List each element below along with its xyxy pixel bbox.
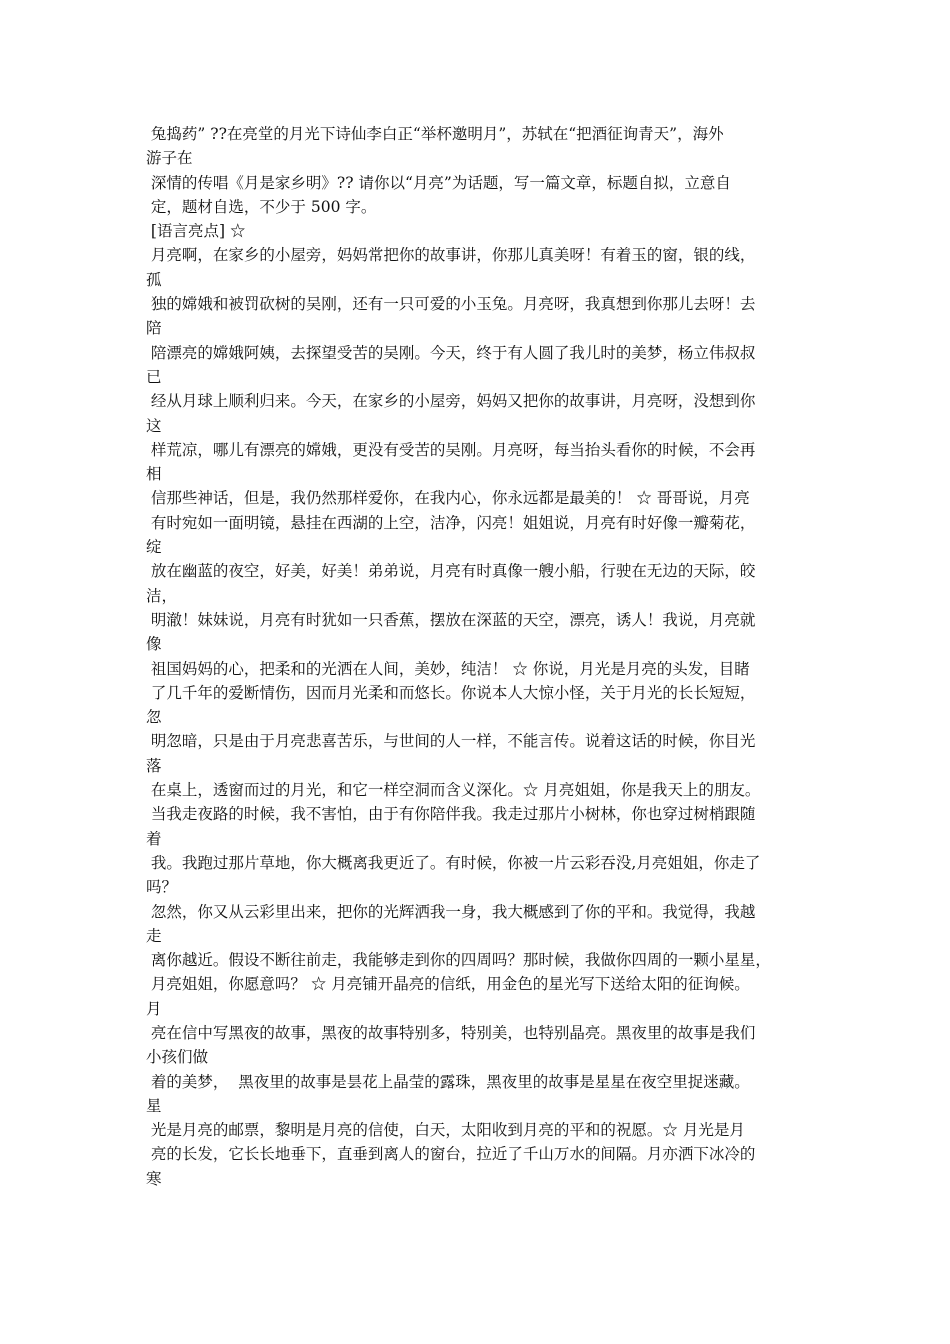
text-line: [语言亮点] ☆ (146, 222, 246, 241)
text-line: 像 (146, 635, 162, 654)
text-line: 月亮姐姐，你愿意吗？ ☆ 月亮铺开晶亮的信纸，用金色的星光写下送给太阳的征询候。 (146, 975, 750, 994)
text-line: 了几千年的爱断情伤，因而月光柔和而悠长。你说本人大惊小怪，关于月光的长长短短， (146, 683, 756, 702)
text-line: 已 (146, 367, 162, 386)
text-line: 深情的传唱《月是家乡明》?? 请你以“月亮”为话题，写一篇文章，标题自拟，立意自 (146, 173, 731, 192)
text-line: 游子在 (146, 149, 193, 168)
text-line: 亮的长发，它长长地垂下，直垂到离人的窗台，拉近了千山万水的间隔。月亦洒下冰冷的 (146, 1145, 756, 1164)
text-line: 当我走夜路的时候，我不害怕，由于有你陪伴我。我走过那片小树林，你也穿过树梢跟随 (146, 805, 756, 824)
text-line: 洁， (146, 586, 178, 605)
text-line: 小孩们做 (146, 1048, 209, 1067)
text-line: 这 (146, 416, 162, 435)
text-line: 着 (146, 829, 162, 848)
text-line: 孤 (146, 270, 162, 289)
text-line: 样荒凉，哪儿有漂亮的嫦娥，更没有受苦的吴刚。月亮呀，每当抬头看你的时候，不会再 (146, 440, 756, 459)
text-line: 明忽暗，只是由于月亮悲喜苦乐，与世间的人一样，不能言传。说着这话的时候，你目光 (146, 732, 756, 751)
text-line: 离你越近。假设不断往前走，我能够走到你的四周吗？那时候，我做你四周的一颗小星星， (146, 951, 771, 970)
text-line: 星 (146, 1096, 162, 1115)
text-line: 月亮啊，在家乡的小屋旁，妈妈常把你的故事讲，你那儿真美呀！有着玉的窗，银的线， (146, 246, 756, 265)
text-line: 光是月亮的邮票，黎明是月亮的信使，白天，太阳收到月亮的平和的祝愿。☆ 月光是月 (146, 1121, 745, 1140)
essay-text (146, 122, 816, 1191)
text-line: 吗？ (146, 878, 178, 897)
text-line: 陪 (146, 319, 162, 338)
text-line: 着的美梦， 黑夜里的故事是昙花上晶莹的露珠，黑夜里的故事是星星在夜空里捉迷藏。 (146, 1072, 750, 1091)
text-line: 在桌上，透窗而过的月光，和它一样空洞而含义深化。☆ 月亮姐姐，你是我天上的朋友。 (146, 781, 761, 800)
text-line: 忽 (146, 708, 162, 727)
text-line: 月 (146, 999, 162, 1018)
text-line: 忽然，你又从云彩里出来，把你的光辉洒我一身，我大概感到了你的平和。我觉得，我越 (146, 902, 756, 921)
text-line: 经从月球上顺利归来。今天，在家乡的小屋旁，妈妈又把你的故事讲，月亮呀，没想到你 (146, 392, 756, 411)
text-line: 定，题材自选，不少于 500 字。 (146, 197, 377, 216)
text-line: 放在幽蓝的夜空，好美，好美！弟弟说，月亮有时真像一艘小船，行驶在无边的天际，皎 (146, 562, 756, 581)
text-line: 有时宛如一面明镜，悬挂在西湖的上空，洁净，闪亮！姐姐说，月亮有时好像一瓣菊花， (146, 513, 756, 532)
text-line: 独的嫦娥和被罚砍树的吴刚，还有一只可爱的小玉兔。月亮呀，我真想到你那儿去呀！去 (146, 295, 756, 314)
text-line: 绽 (146, 538, 162, 557)
text-line: 信那些神话，但是，我仍然那样爱你，在我内心，你永远都是最美的！ ☆ 哥哥说，月亮 (146, 489, 750, 508)
text-line: 寒 (146, 1169, 162, 1188)
text-line: 陪漂亮的嫦娥阿姨，去探望受苦的吴刚。今天，终于有人圆了我儿时的美梦，杨立伟叔叔 (146, 343, 756, 362)
text-line: 相 (146, 465, 162, 484)
text-line: 落 (146, 756, 162, 775)
text-line: 兔捣药” ??在亮堂的月光下诗仙李白正“举杯邀明月”，苏轼在“把酒征询青天”，海外 (146, 125, 724, 143)
text-line: 我。我跑过那片草地，你大概离我更近了。有时候，你被一片云彩吞没,月亮姐姐，你走了 (146, 853, 761, 872)
text-line: 明澈！妹妹说，月亮有时犹如一只香蕉，摆放在深蓝的天空，漂亮，诱人！我说，月亮就 (146, 610, 756, 629)
text-line: 祖国妈妈的心，把柔和的光洒在人间，美妙，纯洁！ ☆ 你说，月光是月亮的头发，目睹 (146, 659, 750, 678)
text-line: 亮在信中写黑夜的故事，黑夜的故事特别多，特别美，也特别晶亮。黑夜里的故事是我们 (146, 1023, 756, 1042)
text-line: 走 (146, 926, 162, 945)
